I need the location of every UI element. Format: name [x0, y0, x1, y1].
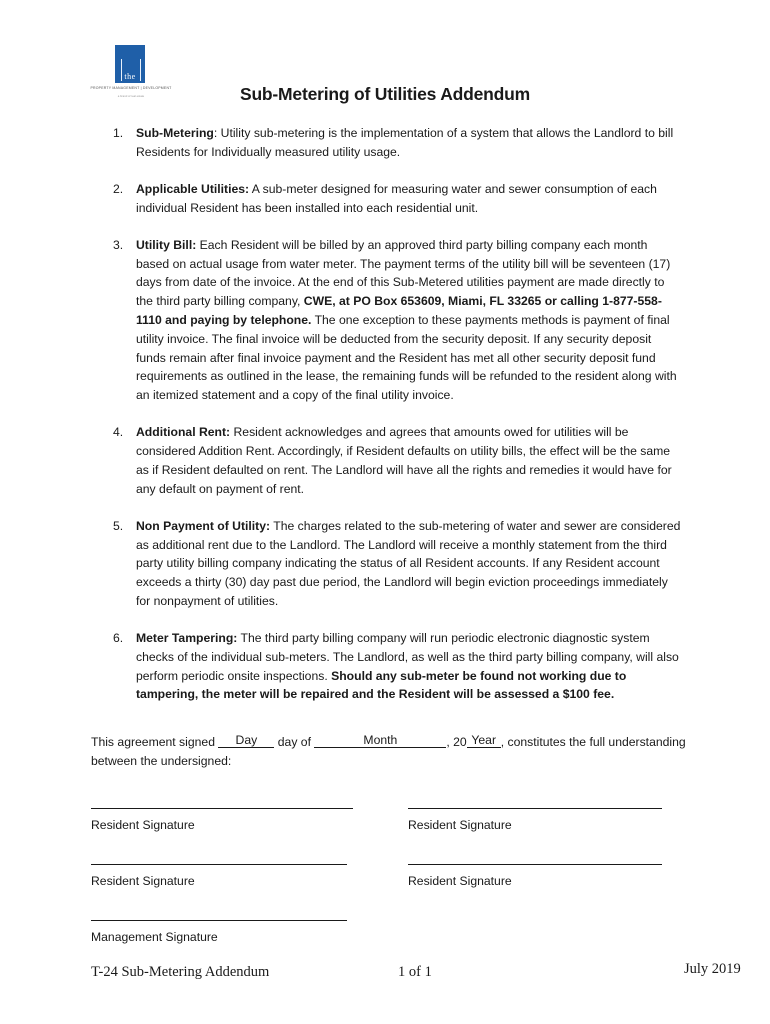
footer-page-number: 1 of 1 — [398, 964, 432, 980]
list-item: 5. Non Payment of Utility: The charges related to the sub-metering of water and sewer are considered as additional rent due to the Landlord. The Landlord will receive a monthly statement from the third party utility billing company indicating the status of all Resident accounts. If any Resident account exceeds a thirty (30) day past due period, the Landlord will begin eviction proceedings immediately for nonpayment of utilities. — [113, 518, 681, 608]
management-signature[interactable]: Management Signature — [91, 920, 347, 944]
billing-contact: CWE, at PO Box 653609, Miami, FL 33265 or calling 1-877-558-1110 and paying by telephone. — [136, 294, 662, 327]
item-heading: Non Payment of Utility: — [136, 518, 271, 533]
logo-subline: a brand of real estate — [117, 94, 145, 98]
item-heading: Additional Rent: — [136, 425, 231, 440]
addendum-items — [113, 124, 683, 723]
footer-date: July 2019 — [684, 961, 741, 977]
signature-line — [408, 864, 662, 865]
resident-signature-3[interactable]: Resident Signature — [91, 864, 347, 888]
logo-word: the — [124, 72, 136, 81]
signature-line — [91, 808, 353, 809]
agreement-statement: This agreement signed Day day of Month , 20 Year , constitutes the full understanding between the undersigned: — [91, 733, 686, 768]
logo-mark — [115, 45, 145, 83]
item-heading: Sub-Metering — [136, 126, 214, 140]
item-heading: Applicable Utilities: — [136, 181, 250, 196]
item-heading: Meter Tampering: — [136, 631, 238, 646]
signature-line — [91, 864, 347, 865]
resident-signature-2[interactable]: Resident Signature — [408, 808, 662, 832]
footer-document-code: T-24 Sub-Metering Addendum — [91, 964, 270, 980]
list-item: 2. Applicable Utilities: A sub-meter designed for measuring water and sewer consumption of each individual Resident has been installed into each residential unit. — [113, 181, 657, 215]
list-item: 4. Additional Rent: Resident acknowledges and agrees that amounts owed for utilities will be considered Addition Rent. Accordingly, if Resident defaults on utility bills, the effect will be the same as if Resident defaulted on rent. The Landlord will have all the rights and remedies it would have for any default on payment of rent. — [113, 425, 672, 496]
year-field[interactable]: Year — [467, 733, 501, 748]
page-title: Sub-Metering of Utilities Addendum — [239, 84, 531, 104]
list-item: 6. Meter Tampering: The third party billing company will run periodic electronic diagnostic system checks of the individual sub-meters. The Landlord, as well as the third party billing company, will also perform periodic onsite inspections. Should any sub-meter be found not working due to tampering, the meter will be repaired and the Resident will be assessed a $100 fee. — [113, 631, 679, 702]
logo-tagline: PROPERTY MANAGEMENT | DEVELOPMENT — [90, 86, 172, 90]
resident-signature-4[interactable]: Resident Signature — [408, 864, 662, 888]
list-item: 3. Utility Bill: Each Resident will be billed by an approved third party billing company each month based on actual usage from water meter. The payment terms of the utility bill will be seventeen (17) days from date of the invoice. At the end of this Sub-Metered utilities payment are made directly to the third party billing company, CWE, at PO Box 653609, Miami, FL 33265 or calling 1-877-558-1110 and paying by telephone. The one exception to these payments methods is payment of final utility invoice. The final invoice will be deducted from the security deposit. If any security deposit funds remain after final invoice payment and the Resident has met all other security deposit fund requirements as outlined in the lease, the remaining funds will be refunded to the resident along with an itemized statement and a copy of the final utility invoice. — [113, 237, 677, 403]
month-field[interactable]: Month — [314, 733, 446, 748]
day-field[interactable]: Day — [218, 733, 274, 748]
list-item: 1. Sub-Metering: Utility sub-metering is the implementation of a system that allows the Landlord to bill Residents for Individually measured utility usage. — [113, 126, 674, 159]
tampering-fee-note: Should any sub-meter be found not working due to tampering, the meter will be repaired and the Resident will be assessed a $100 fee. — [136, 668, 627, 702]
item-heading: Utility Bill: — [136, 237, 197, 252]
signature-line — [91, 920, 347, 921]
signature-line — [408, 808, 662, 809]
resident-signature-1[interactable]: Resident Signature — [91, 808, 353, 832]
